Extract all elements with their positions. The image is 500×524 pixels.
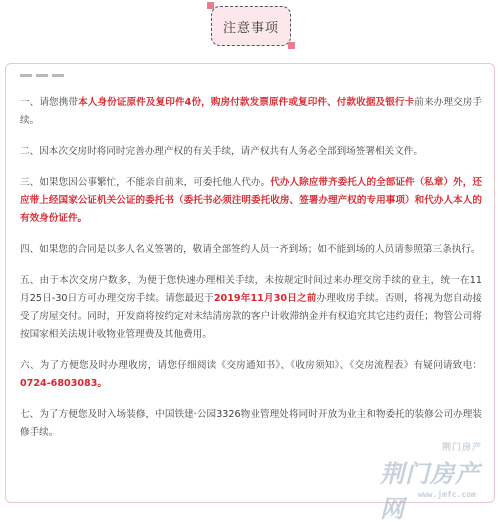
dash-decoration — [20, 74, 64, 77]
body-text: 二、因本次交房时将同时完善办理产权的有关手续，请产权共有人务必全部到场签署相关文件。 — [20, 146, 423, 157]
watermark-main: 荆门房产网 — [380, 460, 480, 523]
body-text: 五、由于本次交房户数多，为便于您快速办理相关手续，未按规定时间过来办理交房手续的业主，统一在11月25日-30日方可办理交房手续。请您最迟于 — [20, 275, 482, 304]
watermark-url: www.jmfc.com — [418, 490, 476, 499]
notice-item-1 — [20, 94, 482, 130]
notice-items — [20, 94, 482, 455]
body-text: 四、如果您的合同是以多人名义签署的，敬请全部签约人员一齐到场；如不能到场的人员请参照第三条执行。 — [20, 244, 481, 255]
watermark-top: 荆门房产 — [442, 443, 483, 453]
notice-header — [0, 0, 500, 60]
body-text: 办理收房手续。否则，将视为您自动接受了房屋交付。同时，开发商将按约定对未结清房款的客户计收滞纳金并有权追究其它违约责任；物管公司将按国家相关法规计收物业管理费及其他费用。 — [20, 293, 482, 340]
notice-item-5 — [20, 272, 482, 344]
notice-content-box — [5, 63, 495, 503]
body-text: 前来办理交房手续。 — [20, 97, 482, 126]
title-corner-bottom-right — [288, 42, 295, 49]
notice-item-7 — [20, 406, 482, 442]
notice-item-2 — [20, 143, 482, 161]
notice-item-6 — [20, 357, 482, 393]
highlight-text: 本人身份证原件及复印件4份，购房付款发票原件或复印件、付款收据及银行卡 — [78, 97, 415, 108]
body-text: 一、请您携带 — [20, 97, 79, 108]
notice-title: 注意事项 — [211, 6, 291, 46]
body-text: 六、为了方便您及时办理收房，请您仔细阅读《交房通知书》、《收房须知》、《交房流程表》有疑问请致电： — [20, 360, 482, 371]
highlight-text: 代办人除应带齐委托人的全部证件（私章）外，还应带上经国家公证机关公证的委托书（委托书必须注明委托收房、签署办理产权的专用事项）和代办人本人的有效身份证件。 — [20, 177, 483, 224]
notice-item-3 — [20, 174, 482, 228]
body-text: 三、如果您因公事繁忙，不能亲自前来，可委托他人代办。 — [20, 177, 271, 188]
notice-item-4 — [20, 241, 482, 259]
highlight-text: 2019年11月30日之前 — [213, 293, 317, 304]
body-text: 七、为了方便您及时入场装修，中国铁建·公园3326物业管理处将同时开放为业主和物委托的装修公司办理装修手续。 — [20, 409, 482, 438]
highlight-text: 0724-6803083。 — [20, 378, 108, 389]
